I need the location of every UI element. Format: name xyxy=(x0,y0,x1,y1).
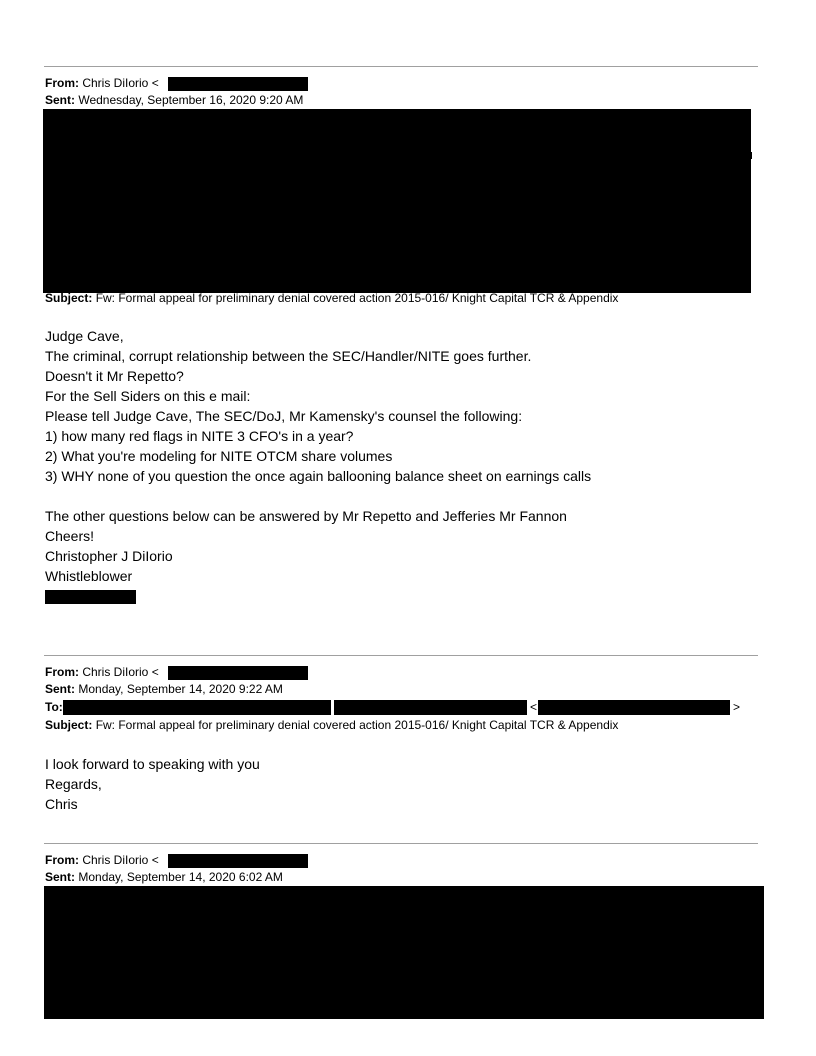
sent-label: Sent: xyxy=(45,870,75,884)
body-line: Cheers! xyxy=(45,528,95,544)
from-label: From: xyxy=(45,665,79,679)
body-line: Please tell Judge Cave, The SEC/DoJ, Mr Kamensky's counsel the following: xyxy=(45,408,523,424)
to-lt: < xyxy=(530,700,538,714)
redaction-box xyxy=(334,700,527,715)
separator-rule xyxy=(44,66,758,67)
email1-subject-line xyxy=(45,291,618,306)
redaction-box xyxy=(168,854,308,868)
body-line: 1) how many red flags in NITE 3 CFO's in a year? xyxy=(45,428,354,444)
email2-to-line xyxy=(45,700,63,715)
body-line: I look forward to speaking with you xyxy=(45,756,260,772)
signature-title: Whistleblower xyxy=(45,568,133,584)
to-label: To: xyxy=(45,700,63,714)
redaction-block xyxy=(44,886,764,1019)
subject-label: Subject: xyxy=(45,718,93,732)
from-name: Chris DiIorio < xyxy=(82,76,159,90)
redaction-box xyxy=(538,700,730,715)
subject-value: Fw: Formal appeal for preliminary denial covered action 2015-016/ Knight Capital TCR & Appendix xyxy=(95,291,619,305)
body-line: 3) WHY none of you question the once again ballooning balance sheet on earnings calls xyxy=(45,468,592,484)
body-line: The other questions below can be answered by Mr Repetto and Jefferies Mr Fannon xyxy=(45,508,567,524)
from-label: From: xyxy=(45,76,79,90)
sent-value: Monday, September 14, 2020 6:02 AM xyxy=(78,870,283,884)
from-label: From: xyxy=(45,853,79,867)
redaction-box xyxy=(63,700,331,715)
email3-sent-line xyxy=(45,870,283,885)
body-line: Doesn't it Mr Repetto? xyxy=(45,368,184,384)
body-line: For the Sell Siders on this e mail: xyxy=(45,388,251,404)
body-line: Judge Cave, xyxy=(45,328,124,344)
to-gt: > xyxy=(733,700,741,714)
subject-label: Subject: xyxy=(45,291,93,305)
sent-label: Sent: xyxy=(45,93,75,107)
body-line: 2) What you're modeling for NITE OTCM share volumes xyxy=(45,448,393,464)
redaction-box xyxy=(168,77,308,91)
email2-subject-line xyxy=(45,718,618,733)
redaction-edge xyxy=(748,152,752,159)
body-line: Chris xyxy=(45,796,78,812)
from-name: Chris DiIorio < xyxy=(82,665,159,679)
body-line: The criminal, corrupt relationship between the SEC/Handler/NITE goes further. xyxy=(45,348,532,364)
sent-label: Sent: xyxy=(45,682,75,696)
sent-value: Wednesday, September 16, 2020 9:20 AM xyxy=(78,93,304,107)
separator-rule xyxy=(44,655,758,656)
email1-sent-line xyxy=(45,93,303,108)
redaction-block xyxy=(43,109,751,293)
redaction-box xyxy=(45,590,136,604)
email2-sent-line xyxy=(45,682,283,697)
from-name: Chris DiIorio < xyxy=(82,853,159,867)
body-line: Christopher J DiIorio xyxy=(45,548,173,564)
redaction-box xyxy=(168,666,308,680)
body-line: Regards, xyxy=(45,776,102,792)
separator-rule xyxy=(44,843,758,844)
subject-value: Fw: Formal appeal for preliminary denial covered action 2015-016/ Knight Capital TCR & Appendix xyxy=(95,718,619,732)
sent-value: Monday, September 14, 2020 9:22 AM xyxy=(78,682,283,696)
